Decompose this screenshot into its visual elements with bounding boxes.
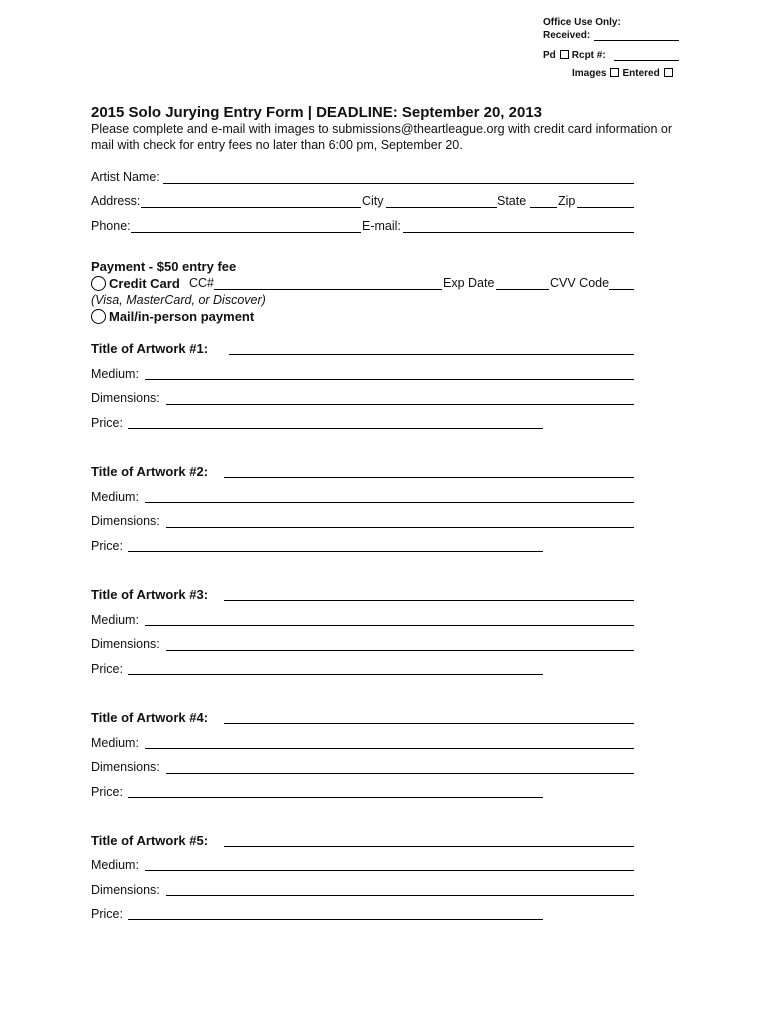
artwork-2-price-field[interactable] [128,551,543,552]
artwork-5-dimensions-field[interactable] [166,895,634,896]
artwork-2-dimensions-field[interactable] [166,527,634,528]
state-field[interactable] [530,207,557,208]
office-use-heading: Office Use Only: [543,17,621,28]
email-label: E-mail: [362,219,401,233]
pd-rcpt-row [543,50,606,61]
artwork-3-price-field[interactable] [128,674,543,675]
artwork-4-price-label: Price: [91,785,123,799]
artwork-3-title-field[interactable] [224,600,634,601]
artwork-3-dimensions-field[interactable] [166,650,634,651]
artwork-4-dimensions-label: Dimensions: [91,760,160,774]
pd-label: Pd [543,50,556,61]
artwork-4-price-field[interactable] [128,797,543,798]
exp-date-label: Exp Date [443,276,495,290]
artist-name-field[interactable] [163,183,634,184]
artwork-3-price-label: Price: [91,662,123,676]
artwork-4-dimensions-field[interactable] [166,773,634,774]
images-entered-row [572,68,676,79]
phone-field[interactable] [131,232,361,233]
state-label: State [497,194,527,208]
credit-card-radio[interactable] [91,276,106,291]
artwork-5-title-field[interactable] [224,846,634,847]
credit-card-label: Credit Card [109,276,180,291]
images-checkbox[interactable] [610,68,619,77]
artist-name-label: Artist Name: [91,170,160,184]
artwork-3-medium-label: Medium: [91,613,139,627]
received-field[interactable] [594,40,679,41]
artwork-2-dimensions-label: Dimensions: [91,514,160,528]
artwork-2-title-field[interactable] [224,477,634,478]
artwork-5-medium-field[interactable] [145,870,634,871]
address-field[interactable] [141,207,361,208]
exp-date-field[interactable] [496,289,549,290]
phone-label: Phone: [91,219,131,233]
artwork-4-title-label: Title of Artwork #4: [91,710,209,725]
received-label: Received: [543,30,591,41]
zip-field[interactable] [577,207,634,208]
pd-checkbox[interactable] [560,50,569,59]
artwork-1-dimensions-label: Dimensions: [91,391,160,405]
artwork-5-price-field[interactable] [128,919,543,920]
artwork-1-dimensions-field[interactable] [166,404,634,405]
artwork-5-medium-label: Medium: [91,858,139,872]
artwork-1-medium-field[interactable] [145,379,634,380]
payment-heading: Payment - $50 entry fee [91,259,237,274]
city-label: City [362,194,384,208]
cards-accepted-note: (Visa, MasterCard, or Discover) [91,293,266,307]
artwork-1-medium-label: Medium: [91,367,139,381]
artwork-3-title-label: Title of Artwork #3: [91,587,209,602]
artwork-1-price-field[interactable] [128,428,543,429]
images-label: Images [572,68,607,79]
artwork-4-medium-label: Medium: [91,736,139,750]
artwork-5-price-label: Price: [91,907,123,921]
artwork-4-title-field[interactable] [224,723,634,724]
artwork-1-title-label: Title of Artwork #1: [91,341,209,356]
artwork-2-price-label: Price: [91,539,123,553]
zip-label: Zip [558,194,576,208]
email-field[interactable] [403,232,634,233]
entered-checkbox[interactable] [664,68,673,77]
artwork-5-title-label: Title of Artwork #5: [91,833,209,848]
cvv-field[interactable] [609,289,634,290]
artwork-2-title-label: Title of Artwork #2: [91,464,209,479]
artwork-2-medium-label: Medium: [91,490,139,504]
rcpt-field[interactable] [614,60,679,61]
artwork-2-medium-field[interactable] [145,502,634,503]
mail-payment-label: Mail/in-person payment [109,309,255,324]
cvv-label: CVV Code [550,276,610,290]
address-label: Address: [91,194,141,208]
artwork-1-title-field[interactable] [229,354,634,355]
rcpt-label: Rcpt #: [571,50,606,61]
cc-number-label: CC# [189,276,215,290]
intro-line-2: mail with check for entry fees no later than 6:00 pm, September 20. [91,138,463,152]
artwork-3-dimensions-label: Dimensions: [91,637,160,651]
cc-number-field[interactable] [214,289,442,290]
city-field[interactable] [386,207,497,208]
mail-payment-radio[interactable] [91,309,106,324]
intro-line-1: Please complete and e-mail with images to submissions@theartleague.org with credit card information or [91,122,673,136]
artwork-4-medium-field[interactable] [145,748,634,749]
entered-label: Entered [622,68,660,79]
artwork-5-dimensions-label: Dimensions: [91,883,160,897]
artwork-1-price-label: Price: [91,416,123,430]
artwork-3-medium-field[interactable] [145,625,634,626]
form-title: 2015 Solo Jurying Entry Form | DEADLINE: September 20, 2013 [91,104,543,121]
